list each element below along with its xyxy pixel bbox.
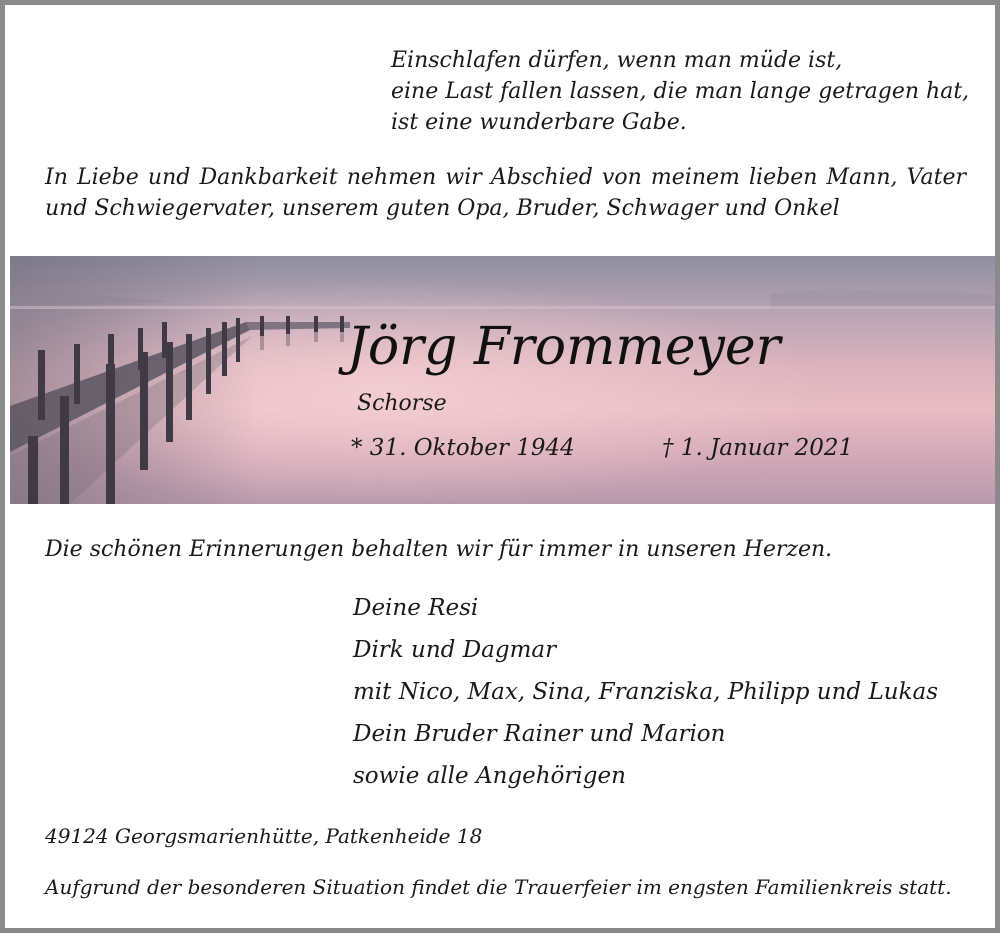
signer: Dein Bruder Rainer und Marion (353, 721, 726, 747)
funeral-note: Aufgrund der besonderen Situation findet die Trauerfeier im engsten Familienkreis statt. (45, 875, 952, 899)
deceased-nickname: Schorse (357, 391, 447, 416)
deceased-name: Jörg Frommeyer (347, 317, 781, 377)
poem (391, 45, 969, 138)
signer: sowie alle Angehörigen (353, 763, 626, 789)
death-date: † 1. Januar 2021 (662, 435, 854, 461)
signer: mit Nico, Max, Sina, Franziska, Philipp und Lukas (353, 679, 939, 705)
intro-line-2: und Schwiegervater, unserem guten Opa, Bruder, Schwager und Onkel (45, 196, 840, 221)
poem-line: ist eine wunderbare Gabe. (391, 110, 687, 135)
signers-list (353, 587, 938, 797)
poem-line: Einschlafen dürfen, wenn man müde ist, (391, 48, 843, 73)
signer: Deine Resi (353, 595, 479, 621)
signer: Dirk und Dagmar (353, 637, 557, 663)
jetty-lake-image (10, 256, 1000, 504)
address: 49124 Georgsmarienhütte, Patkenheide 18 (45, 824, 483, 848)
intro-line-1: In Liebe und Dankbarkeit nehmen wir Abschied von meinem lieben Mann, Vater (45, 165, 966, 190)
poem-line: eine Last fallen lassen, die man lange getragen hat, (391, 79, 970, 104)
memory-line: Die schönen Erinnerungen behalten wir für immer in unseren Herzen. (45, 537, 833, 562)
farewell-intro (45, 162, 966, 224)
birth-date: * 31. Oktober 1944 (351, 435, 575, 461)
